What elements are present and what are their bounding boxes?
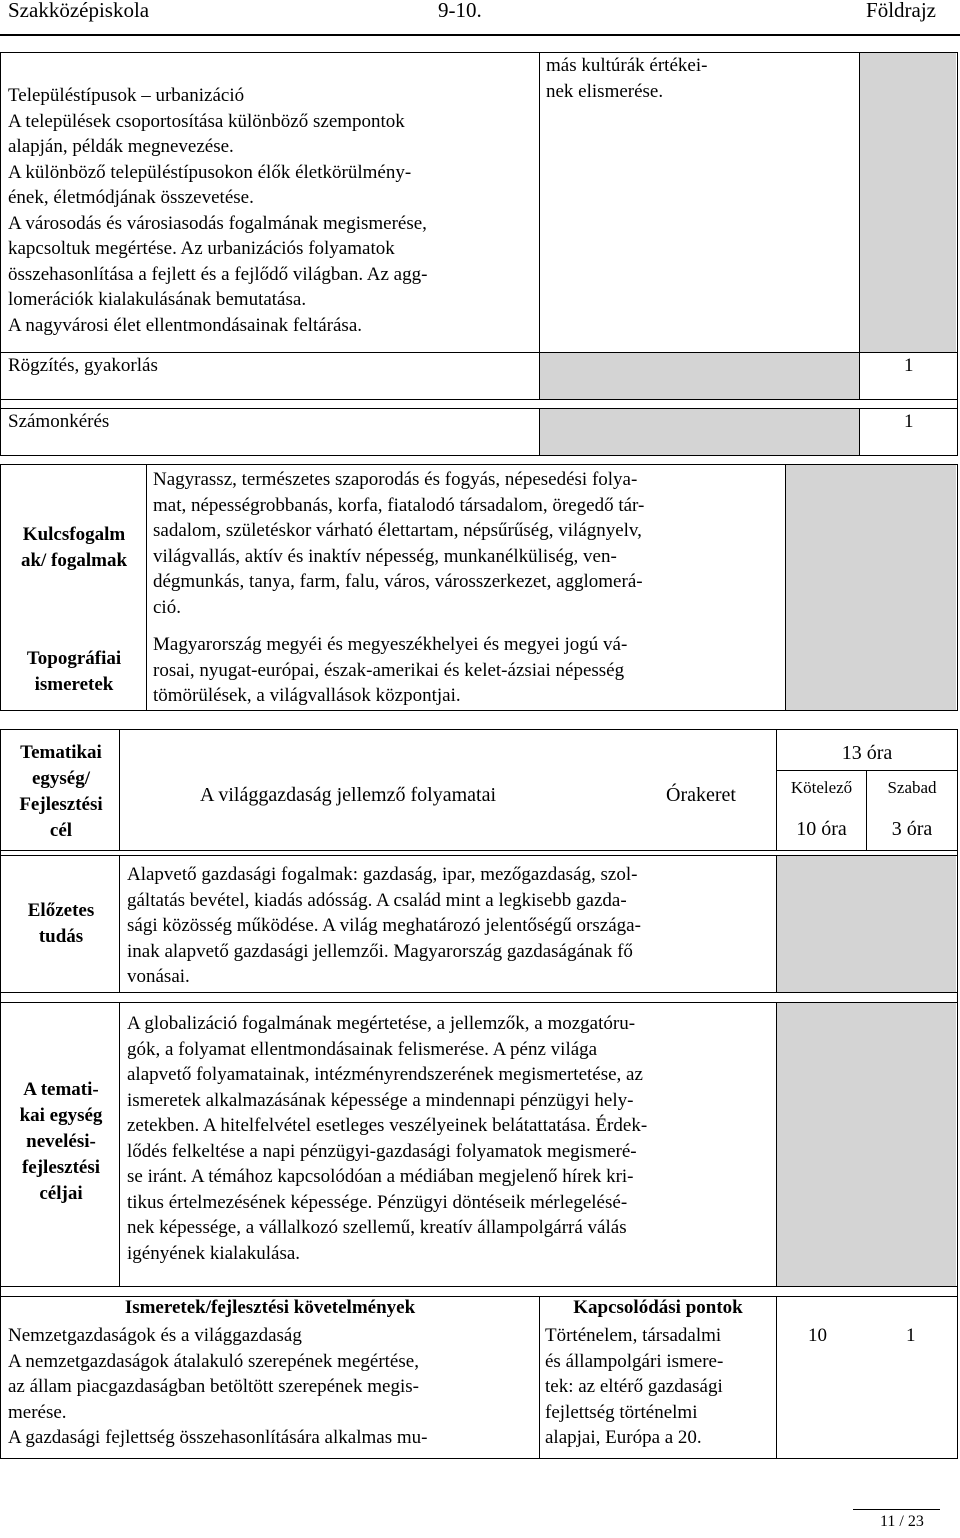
hours-column-shade (860, 53, 956, 352)
goals-label: A temati- kai egység nevelési- fejlesztési céljai (19, 1079, 103, 1204)
requirements-hours-free: 1 (906, 1325, 916, 1346)
key-concepts-label: Kulcsfogalm ak/ fogalmak (20, 524, 128, 571)
settlement-links: más kultúrák értékei- nek elismerése. (546, 55, 708, 102)
free-hours: 3 óra (891, 818, 933, 840)
concepts-shade (786, 465, 956, 710)
prior-knowledge-shade (776, 856, 956, 992)
mandatory-label: Kötelező (790, 778, 853, 797)
row-hours-practice: 1 (904, 355, 914, 376)
unit-title: A világgazdaság jellemző folyamatai (200, 784, 496, 806)
hours-frame-label: Órakeret (666, 784, 736, 806)
row-hours-assessment: 1 (904, 411, 914, 432)
links-heading: Kapcsolódási pontok (573, 1297, 743, 1318)
assessment-row-shade (540, 409, 860, 455)
goals-shade (776, 1003, 956, 1286)
total-hours: 13 óra (841, 742, 893, 764)
topography-label: Topográfiai ismeretek (26, 648, 122, 695)
unit-label: Tematikai egység/ Fejlesztési cél (19, 742, 103, 841)
header-subject: Földrajz (866, 0, 936, 22)
page-number: 11 / 23 (880, 1513, 924, 1530)
row-label-practice: Rögzítés, gyakorlás (8, 355, 158, 376)
header-rule (0, 34, 960, 36)
header-school-type: Szakközépiskola (8, 0, 150, 22)
prior-knowledge-label: Előzetes tudás (27, 900, 95, 947)
goals-text: A globalizáció fogalmának megértetése, a jellemzők, a mozgatóru- gók, a folyamat ellentmondásainak felismerése. A pénz világa alapvető folyamatainak, intézményrendszerének megismertetése, az ismeretek alkalmazásának képessége a mindennapi pénzügyi hely- zetekben. A hitelfelvétel esetleges veszélyeinek belátattatása. Érdek- lődés felkeltése a napi pénzügyi-gazdasági folyamatok megismeré- se iránt. A témához kapcsolódóan a médiában megjelenő hírek kri- tikus értelmezésének képessége. Pénzügyi döntéseik mérlegelésé- nek képessége, a vállalkozó szellemű, kreatív állampolgárrá válás igényének kialakulása. (127, 1013, 648, 1264)
free-label: Szabad (887, 778, 937, 797)
requirements-hours-mandatory: 10 (808, 1325, 827, 1346)
topography-text: Magyarország megyéi és megyeszékhelyei és megyei jogú vá- rosai, nyugat-európai, észak-amerikai és kelet-ázsiai népesség tömörülések, a világvallások központjai. (153, 634, 628, 706)
header-grade: 9-10. (438, 0, 482, 22)
requirements-text: Nemzetgazdaságok és a világgazdaság A nemzetgazdaságok átalakuló szerepének megértése, az állam piacgazdaságban betöltött szerepének megis- merése. A gazdasági fejlettség összehasonlítására alkalmas mu- (8, 1325, 428, 1448)
practice-row-shade (540, 353, 860, 399)
links-text: Történelem, társadalmi és állampolgári ismere- tek: az eltérő gazdasági fejlettség történelmi alapjai, Európa a 20. (545, 1325, 724, 1448)
row-label-assessment: Számonkérés (8, 411, 110, 432)
key-concepts-text: Nagyrassz, természetes szaporodás és fogyás, népesedési folya- mat, népességrobbanás, korfa, fiatalodó társadalom, öregedő tár- sadalom, születéskor várható élettartam, népsűrűség, világnyelv, világvallás, aktív és inaktív népesség, munkanélküliség, ven- dégmunkás, tanya, farm, falu, város, városszerkezet, agglomerá- ció. (153, 469, 645, 618)
prior-knowledge-text: Alapvető gazdasági fogalmak: gazdaság, ipar, mezőgazdaság, szol- gáltatás bevétel, kiadás adósság. A család mint a legkisebb gazda- sági közösség működése. A világ meghatározó jelentőségű országa- inak alapvető gazdasági jellemzői. Magyarország gazdaságának fő vonásai. (127, 864, 641, 987)
mandatory-hours: 10 óra (796, 818, 847, 840)
settlement-content: Településtípusok – urbanizáció A települések csoportosítása különböző szempontok alapján, példák megnevezése. A különböző településtípusokon élők életkörülmény- ének, életmódjának összevetése. A városodás és városiasodás fogalmának megismerése, kapcsoltuk megértése. Az urbanizációs folyamatok összehasonlítása a fejlett és a fejlődő világban. Az agg- lomerációk kialakulásának bemutatása. A nagyvárosi élet ellentmondásainak feltárása. (8, 85, 428, 336)
footer-rule (853, 1509, 940, 1510)
requirements-heading: Ismeretek/fejlesztési követelmények (124, 1297, 416, 1318)
